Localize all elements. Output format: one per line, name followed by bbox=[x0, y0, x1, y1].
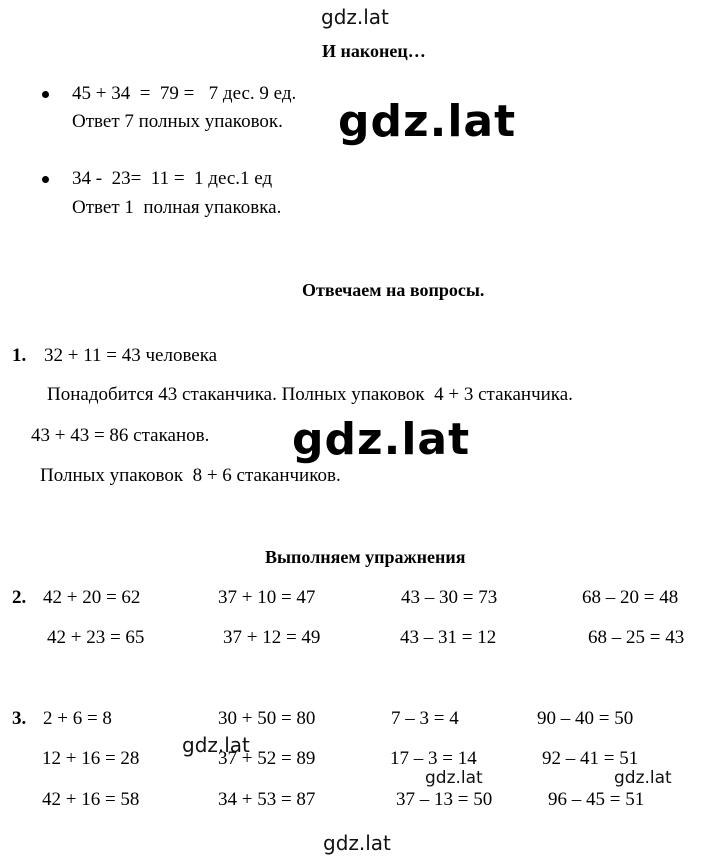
watermark-small-right-2: gdz.lat bbox=[614, 768, 672, 788]
exercise-number-3: 3. bbox=[12, 708, 27, 729]
ex3-r1-c2: 30 + 50 = 80 bbox=[218, 708, 316, 729]
ex3-r3-c2: 34 + 53 = 87 bbox=[218, 789, 316, 810]
ex3-r3-c1: 42 + 16 = 58 bbox=[42, 789, 140, 810]
section-title-questions: Отвечаем на вопросы. bbox=[302, 280, 485, 300]
problem-number-1: 1. bbox=[12, 345, 27, 366]
ex2-r1-c3: 43 – 30 = 73 bbox=[401, 587, 498, 608]
ex3-r2-c3: 17 – 3 = 14 bbox=[390, 748, 477, 769]
section-title-finally: И наконец… bbox=[322, 41, 426, 61]
ex3-r3-c4: 96 – 45 = 51 bbox=[548, 789, 645, 810]
item1-line1: 45 + 34 = 79 = 7 дес. 9 ед. bbox=[72, 83, 297, 104]
bullet-icon bbox=[42, 91, 49, 98]
ex3-r2-c4: 92 – 41 = 51 bbox=[542, 748, 639, 769]
watermark-bottom: gdz.lat bbox=[323, 831, 391, 855]
ex3-r1-c1: 2 + 6 = 8 bbox=[43, 708, 112, 729]
watermark-large-1: gdz.lat bbox=[338, 96, 517, 147]
ex3-r3-c3: 37 – 13 = 50 bbox=[396, 789, 493, 810]
ex2-r1-c1: 42 + 20 = 62 bbox=[43, 587, 141, 608]
section-title-exercises: Выполняем упражнения bbox=[265, 547, 466, 567]
problem1-line3: 43 + 43 = 86 стаканов. bbox=[31, 425, 210, 446]
item2-line1: 34 - 23= 11 = 1 дес.1 ед bbox=[72, 168, 273, 189]
ex2-r2-c3: 43 – 31 = 12 bbox=[400, 627, 497, 648]
ex2-r2-c1: 42 + 23 = 65 bbox=[47, 627, 145, 648]
item2-line2: Ответ 1 полная упаковка. bbox=[72, 197, 282, 218]
ex3-r2-c1: 12 + 16 = 28 bbox=[42, 748, 140, 769]
item1-line2: Ответ 7 полных упаковок. bbox=[72, 111, 283, 132]
ex3-r1-c3: 7 – 3 = 4 bbox=[391, 708, 459, 729]
problem1-line4: Полных упаковок 8 + 6 стаканчиков. bbox=[40, 465, 341, 486]
ex2-r2-c4: 68 – 25 = 43 bbox=[588, 627, 685, 648]
watermark-top: gdz.lat bbox=[321, 5, 389, 29]
problem1-line2: Понадобится 43 стаканчика. Полных упаковок 4 + 3 стаканчика. bbox=[47, 384, 573, 405]
ex2-r2-c2: 37 + 12 = 49 bbox=[223, 627, 321, 648]
watermark-large-2: gdz.lat bbox=[292, 414, 471, 465]
bullet-icon bbox=[42, 176, 49, 183]
ex3-r1-c4: 90 – 40 = 50 bbox=[537, 708, 634, 729]
problem1-line1: 32 + 11 = 43 человека bbox=[44, 345, 218, 366]
ex3-r2-c2: 37 + 52 = 89 bbox=[218, 748, 316, 769]
ex2-r1-c2: 37 + 10 = 47 bbox=[218, 587, 316, 608]
ex2-r1-c4: 68 – 20 = 48 bbox=[582, 587, 679, 608]
exercise-number-2: 2. bbox=[12, 587, 27, 608]
watermark-small-right-1: gdz.lat bbox=[425, 768, 483, 788]
watermark-small-mid: gdz.lat bbox=[182, 733, 250, 757]
